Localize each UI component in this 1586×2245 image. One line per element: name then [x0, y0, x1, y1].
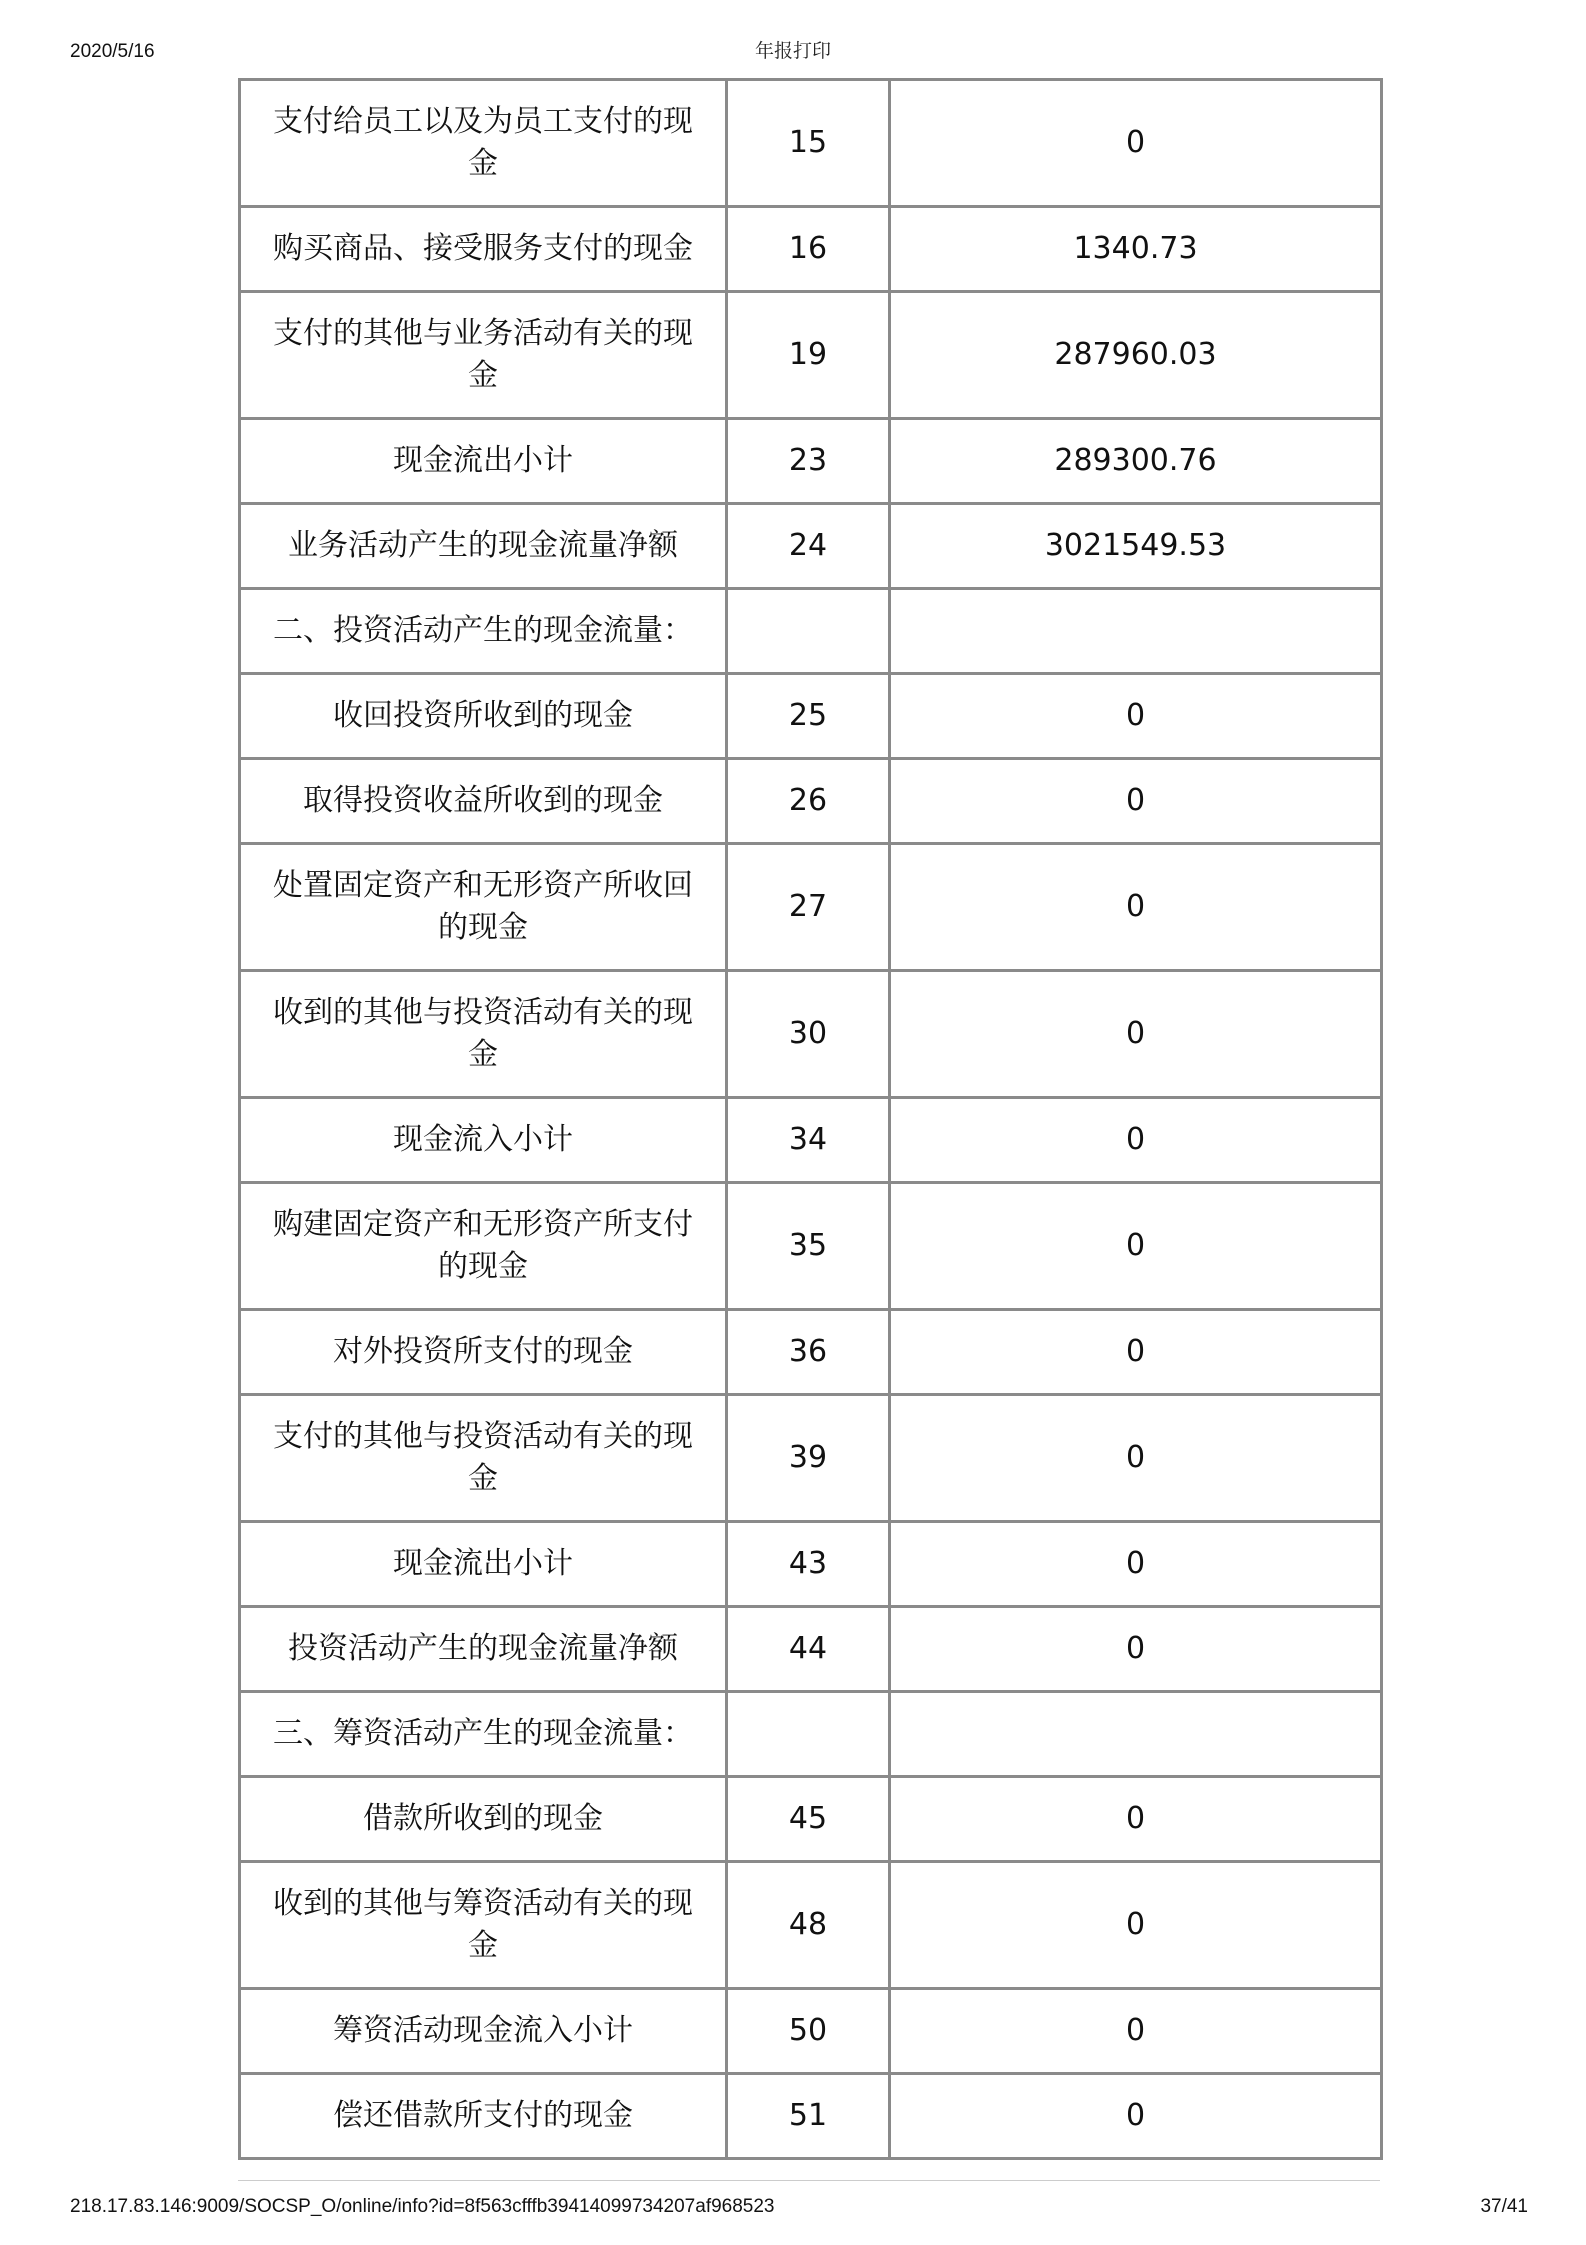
- amount-cell: 0: [890, 1098, 1382, 1183]
- section-heading-cell: 二、投资活动产生的现金流量：: [240, 589, 727, 674]
- line-number-cell: 15: [727, 80, 890, 207]
- item-cell: 支付的其他与业务活动有关的现金: [240, 292, 727, 419]
- line-number-cell: 45: [727, 1777, 890, 1862]
- line-number-cell: 50: [727, 1989, 890, 2074]
- amount-cell: 287960.03: [890, 292, 1382, 419]
- amount-cell: 0: [890, 1777, 1382, 1862]
- line-number-cell: 24: [727, 504, 890, 589]
- item-cell: 收到的其他与投资活动有关的现金: [240, 971, 727, 1098]
- line-number-cell: 51: [727, 2074, 890, 2159]
- item-cell: 筹资活动现金流入小计: [240, 1989, 727, 2074]
- table-row: [240, 1098, 1382, 1183]
- line-number-cell: 43: [727, 1522, 890, 1607]
- line-number-cell: [727, 589, 890, 674]
- table-row: [240, 674, 1382, 759]
- amount-cell: 0: [890, 1607, 1382, 1692]
- line-number-cell: 44: [727, 1607, 890, 1692]
- item-cell: 支付给员工以及为员工支付的现金: [240, 80, 727, 207]
- item-cell: 业务活动产生的现金流量净额: [240, 504, 727, 589]
- table-row: [240, 1183, 1382, 1310]
- table-row: [240, 207, 1382, 292]
- table-row: [240, 292, 1382, 419]
- item-cell: 支付的其他与投资活动有关的现金: [240, 1395, 727, 1522]
- table-row: [240, 759, 1382, 844]
- amount-cell: 0: [890, 1989, 1382, 2074]
- line-number-cell: 34: [727, 1098, 890, 1183]
- line-number-cell: 19: [727, 292, 890, 419]
- section-heading-cell: 三、筹资活动产生的现金流量：: [240, 1692, 727, 1777]
- line-number-cell: 26: [727, 759, 890, 844]
- amount-cell: [890, 1692, 1382, 1777]
- line-number-cell: 25: [727, 674, 890, 759]
- table-row: [240, 1777, 1382, 1862]
- amount-cell: 0: [890, 2074, 1382, 2159]
- item-cell: 购买商品、接受服务支付的现金: [240, 207, 727, 292]
- line-number-cell: 30: [727, 971, 890, 1098]
- table-row: [240, 971, 1382, 1098]
- amount-cell: 0: [890, 1862, 1382, 1989]
- item-cell: 投资活动产生的现金流量净额: [240, 1607, 727, 1692]
- page-title: 年报打印: [754, 40, 831, 62]
- item-cell: 偿还借款所支付的现金: [240, 2074, 727, 2159]
- table-row: [240, 80, 1382, 207]
- item-cell: 收到的其他与筹资活动有关的现金: [240, 1862, 727, 1989]
- table-row: [240, 1310, 1382, 1395]
- table-row: [240, 844, 1382, 971]
- table-row: [240, 1522, 1382, 1607]
- item-cell: 对外投资所支付的现金: [240, 1310, 727, 1395]
- table-row: [240, 419, 1382, 504]
- amount-cell: 0: [890, 674, 1382, 759]
- item-cell: 现金流入小计: [240, 1098, 727, 1183]
- table-row: [240, 1862, 1382, 1989]
- line-number-cell: 35: [727, 1183, 890, 1310]
- amount-cell: 1340.73: [890, 207, 1382, 292]
- item-cell: 现金流出小计: [240, 419, 727, 504]
- amount-cell: [890, 589, 1382, 674]
- item-cell: 收回投资所收到的现金: [240, 674, 727, 759]
- table-row: [240, 1989, 1382, 2074]
- item-cell: 处置固定资产和无形资产所收回的现金: [240, 844, 727, 971]
- table-row: [240, 1395, 1382, 1522]
- table-row: [240, 504, 1382, 589]
- footer-url: 218.17.83.146:9009/SOCSP_O/online/info?id=8f563cfffb39414099734207af968523: [70, 2196, 775, 2217]
- footer-divider: [238, 2180, 1380, 2181]
- line-number-cell: [727, 1692, 890, 1777]
- amount-cell: 0: [890, 80, 1382, 207]
- page-number: 37/41: [1480, 2196, 1528, 2217]
- item-cell: 现金流出小计: [240, 1522, 727, 1607]
- amount-cell: 0: [890, 759, 1382, 844]
- item-cell: 取得投资收益所收到的现金: [240, 759, 727, 844]
- amount-cell: 0: [890, 1310, 1382, 1395]
- cash-flow-table: [238, 78, 1383, 2160]
- table-row: [240, 1607, 1382, 1692]
- amount-cell: 0: [890, 1522, 1382, 1607]
- item-cell: 购建固定资产和无形资产所支付的现金: [240, 1183, 727, 1310]
- line-number-cell: 23: [727, 419, 890, 504]
- line-number-cell: 39: [727, 1395, 890, 1522]
- line-number-cell: 27: [727, 844, 890, 971]
- line-number-cell: 36: [727, 1310, 890, 1395]
- amount-cell: 0: [890, 1395, 1382, 1522]
- section-header-row: [240, 589, 1382, 674]
- line-number-cell: 48: [727, 1862, 890, 1989]
- amount-cell: 0: [890, 1183, 1382, 1310]
- item-cell: 借款所收到的现金: [240, 1777, 727, 1862]
- amount-cell: 0: [890, 971, 1382, 1098]
- line-number-cell: 16: [727, 207, 890, 292]
- section-header-row: [240, 1692, 1382, 1777]
- amount-cell: 289300.76: [890, 419, 1382, 504]
- amount-cell: 3021549.53: [890, 504, 1382, 589]
- table-row: [240, 2074, 1382, 2159]
- amount-cell: 0: [890, 844, 1382, 971]
- print-date: 2020/5/16: [70, 41, 155, 62]
